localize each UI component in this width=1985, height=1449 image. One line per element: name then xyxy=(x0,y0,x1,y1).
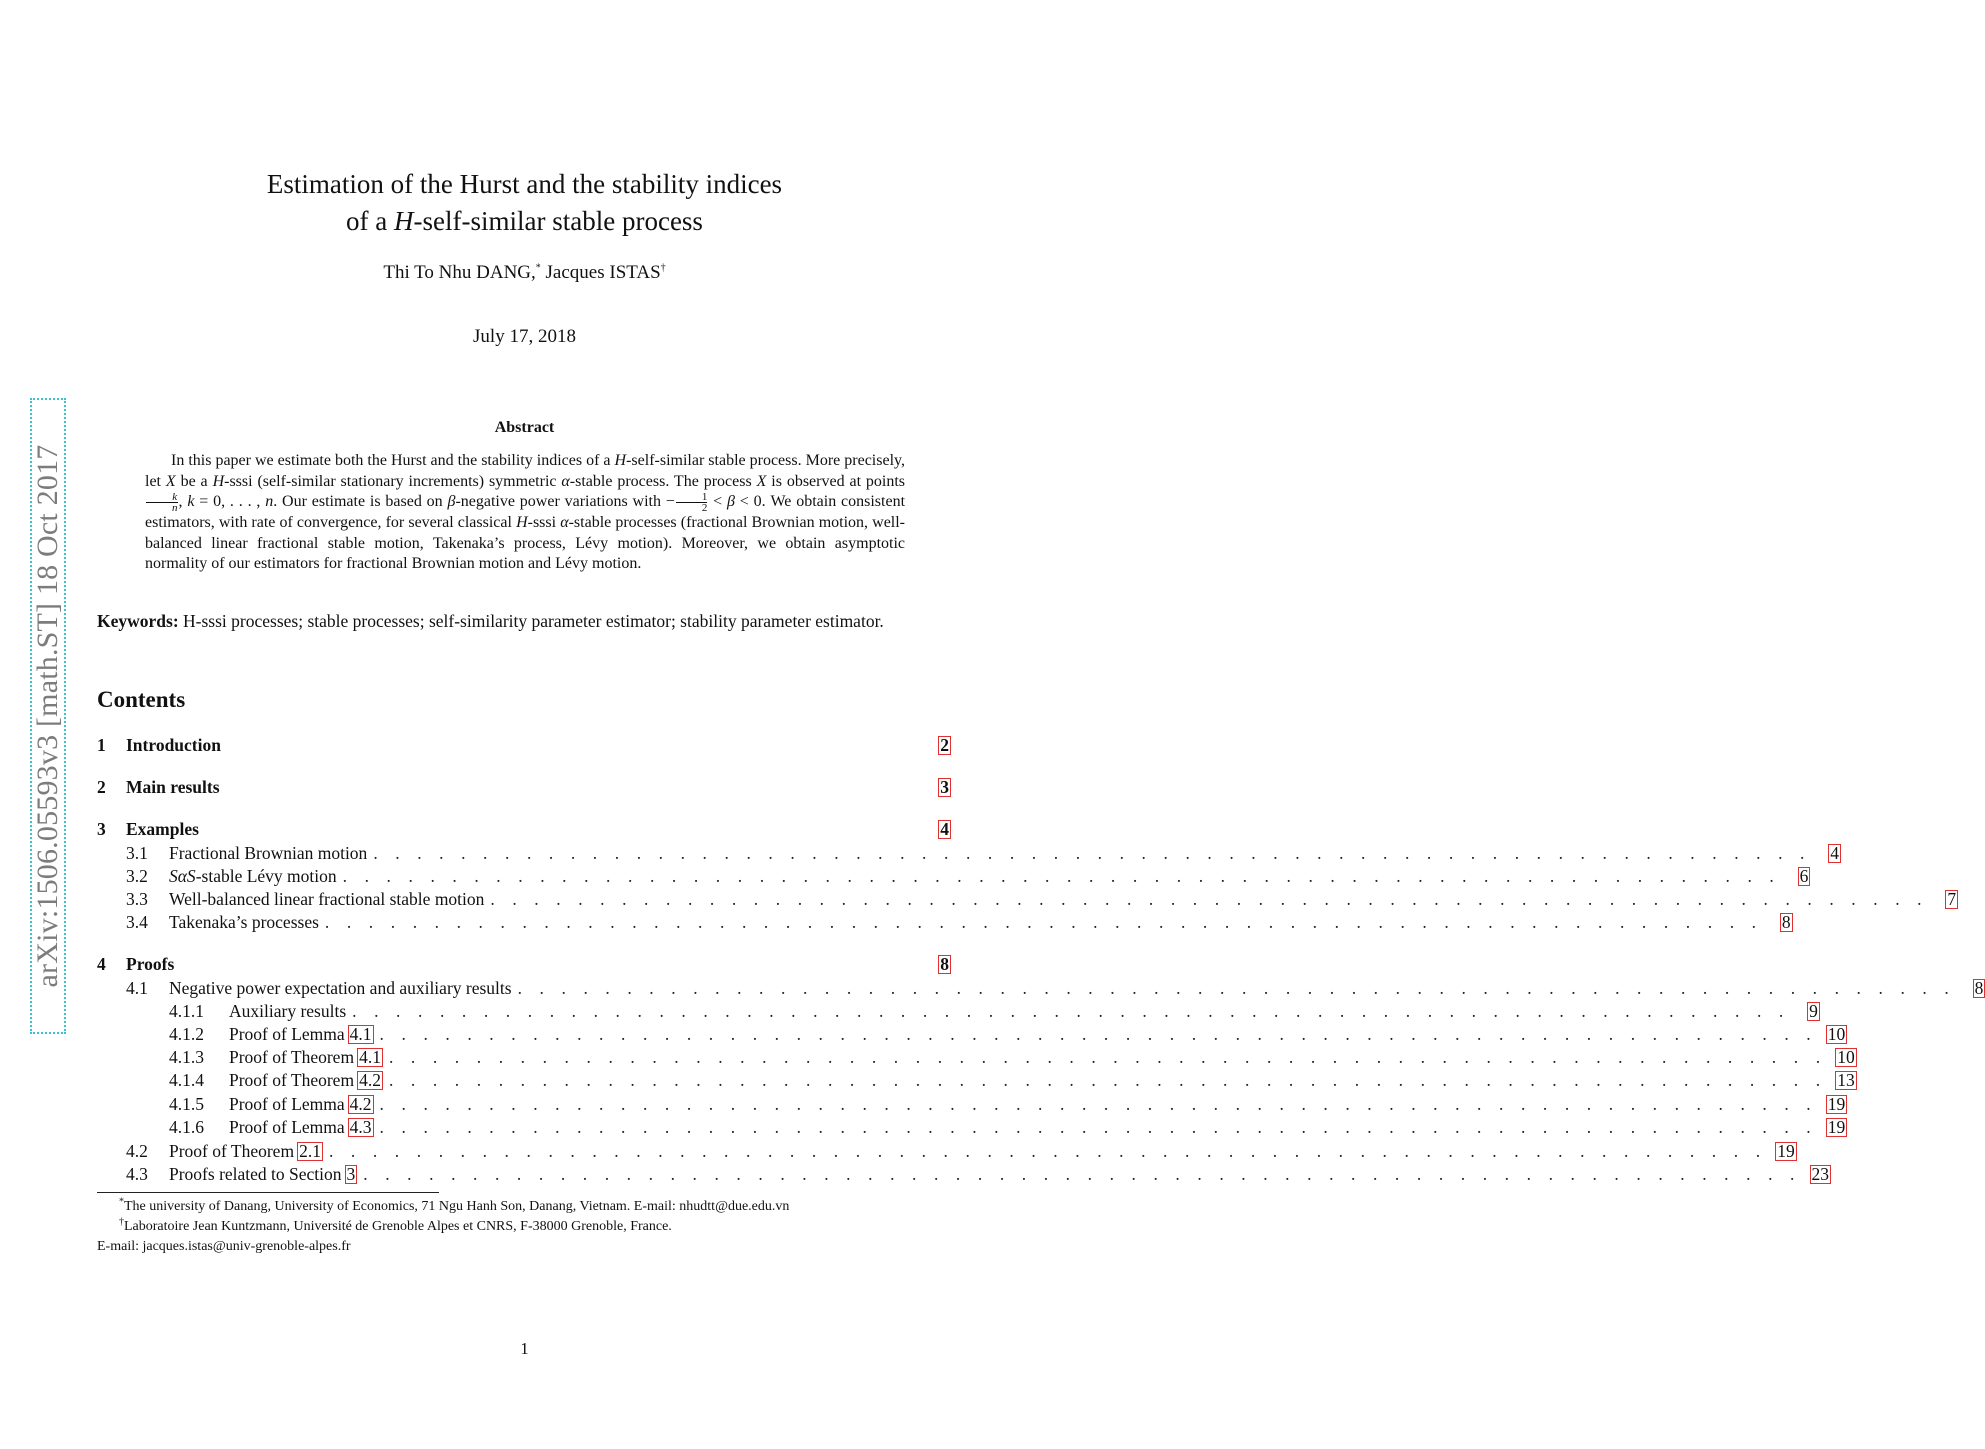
cross-ref-link[interactable]: 4.2 xyxy=(359,1070,381,1090)
abstract-heading: Abstract xyxy=(494,419,555,436)
toc-entry[interactable]: 4.1.5 Proof of Lemma 4.2 . . . . . . . . . . . . . . . . . . . . . . . . . . . . . . . . . . . . . . . . . . . . . . . . . . . . . . . . . . . . . . . . . . 19 xyxy=(169,1094,1846,1114)
toc-page-link[interactable]: 8 xyxy=(1974,978,1984,998)
toc-page-link[interactable]: 6 xyxy=(1799,866,1809,886)
cross-ref-link[interactable]: 2.1 xyxy=(299,1141,321,1161)
footnote-1: *The university of Danang, University of Economics, 71 Ngu Hanh Son, Danang, Vietnam. E-mail: nhudtt@due.edu.vn xyxy=(119,1196,790,1214)
toc-page-link[interactable]: 19 xyxy=(1827,1117,1846,1137)
cross-ref-link[interactable]: 4.3 xyxy=(349,1117,372,1137)
keywords-label: Keywords: xyxy=(97,611,179,631)
toc-entry[interactable]: 4.1.3 Proof of Theorem 4.1 . . . . . . . . . . . . . . . . . . . . . . . . . . . . . . . . . . . . . . . . . . . . . . . . . . . . . . . . . . . . . . . . . . 10 xyxy=(169,1047,1855,1067)
date: July 17, 2018 xyxy=(473,326,576,347)
toc-page-link[interactable]: 19 xyxy=(1827,1094,1846,1114)
footnote-rule xyxy=(97,1192,439,1193)
toc-page-link[interactable]: 8 xyxy=(1781,912,1791,932)
toc-entry[interactable]: 4.1.4 Proof of Theorem 4.2 . . . . . . . . . . . . . . . . . . . . . . . . . . . . . . . . . . . . . . . . . . . . . . . . . . . . . . . . . . . . . . . . . . 13 xyxy=(169,1070,1855,1090)
fraction-one-half: $\frac{1}{2}$ xyxy=(676,492,708,513)
arxiv-id: arXiv:1506.05593v3 [math.ST] 18 Oct 2017 xyxy=(31,444,64,988)
toc-entry[interactable]: 4.1.1 Auxiliary results . . . . . . . . . . . . . . . . . . . . . . . . . . . . . . . . . . . . . . . . . . . . . . . . . . . . . . . . . . . . . . . . . . 9 xyxy=(169,1001,1818,1021)
toc-entry[interactable]: 4 Proofs 8 xyxy=(97,954,949,974)
toc-entry[interactable]: 3 Examples 4 xyxy=(97,819,949,839)
footnotes xyxy=(97,1197,953,1257)
toc-page-link[interactable]: 19 xyxy=(1777,1141,1795,1161)
toc-page-link[interactable]: 13 xyxy=(1837,1070,1855,1090)
toc-entry[interactable]: 3.2 SαS-stable Lévy motion . . . . . . . . . . . . . . . . . . . . . . . . . . . . . . . . . . . . . . . . . . . . . . . . . . . . . . . . . . . . . . . . . . 6 xyxy=(126,866,1809,886)
toc-page-link[interactable]: 7 xyxy=(1947,889,1957,909)
contents-heading: Contents xyxy=(97,687,186,712)
author-1: Thi To Nhu DANG, xyxy=(383,262,536,283)
toc-entry[interactable]: 4.1 Negative power expectation and auxiliary results . . . . . . . . . . . . . . . . . . . . . . . . . . . . . . . . . . . . . . . . . . . . . . . . . . . . . . . . . . . . . . . . . . 8 xyxy=(126,978,1984,998)
paper-title-line2: of a H-self-similar stable process xyxy=(346,206,703,236)
cross-ref-link[interactable]: 4.1 xyxy=(359,1047,381,1067)
abstract-body: In this paper we estimate both the Hurst and the stability indices of a H-self-similar stable process. More precisely, let X be a H-sssi (self-similar stationary increments) symmetric α-stable process. The process X is observed at points $\frac{k}{n}$ , k = 0, . . . , n. Our estimate is based on β-negative power variations with − $\frac{1}{2}$ < β < 0. We obtain consistent estimators, with rate of convergence, for several classical H-sssi α-stable processes (fractional Brownian motion, well-balanced linear fractional stable motion, Takenaka’s process, Lévy motion). Moreover, we obtain asymptotic normality of our estimators for fractional Brownian motion and Lévy motion. xyxy=(145,452,906,572)
author-2: Jacques ISTAS xyxy=(540,262,661,283)
toc-entry[interactable]: 3.4 Takenaka’s processes . . . . . . . . . . . . . . . . . . . . . . . . . . . . . . . . . . . . . . . . . . . . . . . . . . . . . . . . . . . . . . . . . . 8 xyxy=(126,912,1791,932)
toc-page-link[interactable]: 3 xyxy=(940,777,949,797)
toc-page-link[interactable]: 10 xyxy=(1827,1024,1846,1044)
footnote-2: †Laboratoire Jean Kuntzmann, Université de Grenoble Alpes et CNRS, F-38000 Grenoble, France. xyxy=(119,1216,672,1234)
cross-ref-link[interactable]: 4.2 xyxy=(349,1094,372,1114)
toc-page-link[interactable]: 10 xyxy=(1837,1047,1855,1067)
toc-entry[interactable]: 1 Introduction 2 xyxy=(97,735,949,755)
cross-ref-link[interactable]: 4.1 xyxy=(349,1024,372,1044)
toc-page-link[interactable]: 8 xyxy=(940,954,949,974)
toc-entry[interactable]: 4.3 Proofs related to Section 3 . . . . . . . . . . . . . . . . . . . . . . . . . . . . . . . . . . . . . . . . . . . . . . . . . . . . . . . . . . . . . . . . . . 23 xyxy=(126,1164,1830,1184)
footnote-mark-1[interactable]: * xyxy=(535,262,541,274)
toc-page-link[interactable]: 23 xyxy=(1811,1164,1830,1184)
footnote-2-continued: E-mail: jacques.istas@univ-grenoble-alpes.fr xyxy=(97,1239,351,1254)
arxiv-stamp xyxy=(30,398,66,1034)
toc-entry[interactable]: 4.2 Proof of Theorem 2.1 . . . . . . . . . . . . . . . . . . . . . . . . . . . . . . . . . . . . . . . . . . . . . . . . . . . . . . . . . . . . . . . . . . 19 xyxy=(126,1141,1795,1161)
cross-ref-link[interactable]: 3 xyxy=(346,1164,356,1184)
keywords-text: H-sssi processes; stable processes; self-similarity parameter estimator; stability parameter estimator. xyxy=(178,611,884,631)
fraction-k-over-n: $\frac{k}{n}$ xyxy=(146,492,178,513)
toc-entry[interactable]: 4.1.6 Proof of Lemma 4.3 . . . . . . . . . . . . . . . . . . . . . . . . . . . . . . . . . . . . . . . . . . . . . . . . . . . . . . . . . . . . . . . . . . 19 xyxy=(169,1117,1846,1137)
toc-entry[interactable]: 2 Main results 3 xyxy=(97,777,949,797)
authors xyxy=(0,262,1049,284)
toc-page-link[interactable]: 4 xyxy=(1830,843,1840,863)
footnote-mark-2[interactable]: † xyxy=(660,262,666,274)
toc-entry[interactable]: 3.1 Fractional Brownian motion . . . . . . . . . . . . . . . . . . . . . . . . . . . . . . . . . . . . . . . . . . . . . . . . . . . . . . . . . . . . . . . . . . 4 xyxy=(126,843,1840,863)
toc-entry[interactable]: 3.3 Well-balanced linear fractional stable motion . . . . . . . . . . . . . . . . . . . . . . . . . . . . . . . . . . . . . . . . . . . . . . . . . . . . . . . . . . . . . . . . . . 7 xyxy=(126,889,1957,909)
toc-page-link[interactable]: 9 xyxy=(1809,1001,1818,1021)
toc-page-link[interactable]: 4 xyxy=(940,819,949,839)
paper-title-line1: Estimation of the Hurst and the stability indices xyxy=(266,169,783,199)
keywords xyxy=(97,610,951,633)
page-number: 1 xyxy=(520,1339,529,1358)
toc-entry[interactable]: 4.1.2 Proof of Lemma 4.1 . . . . . . . . . . . . . . . . . . . . . . . . . . . . . . . . . . . . . . . . . . . . . . . . . . . . . . . . . . . . . . . . . . 10 xyxy=(169,1024,1846,1044)
toc-page-link[interactable]: 2 xyxy=(940,735,949,755)
